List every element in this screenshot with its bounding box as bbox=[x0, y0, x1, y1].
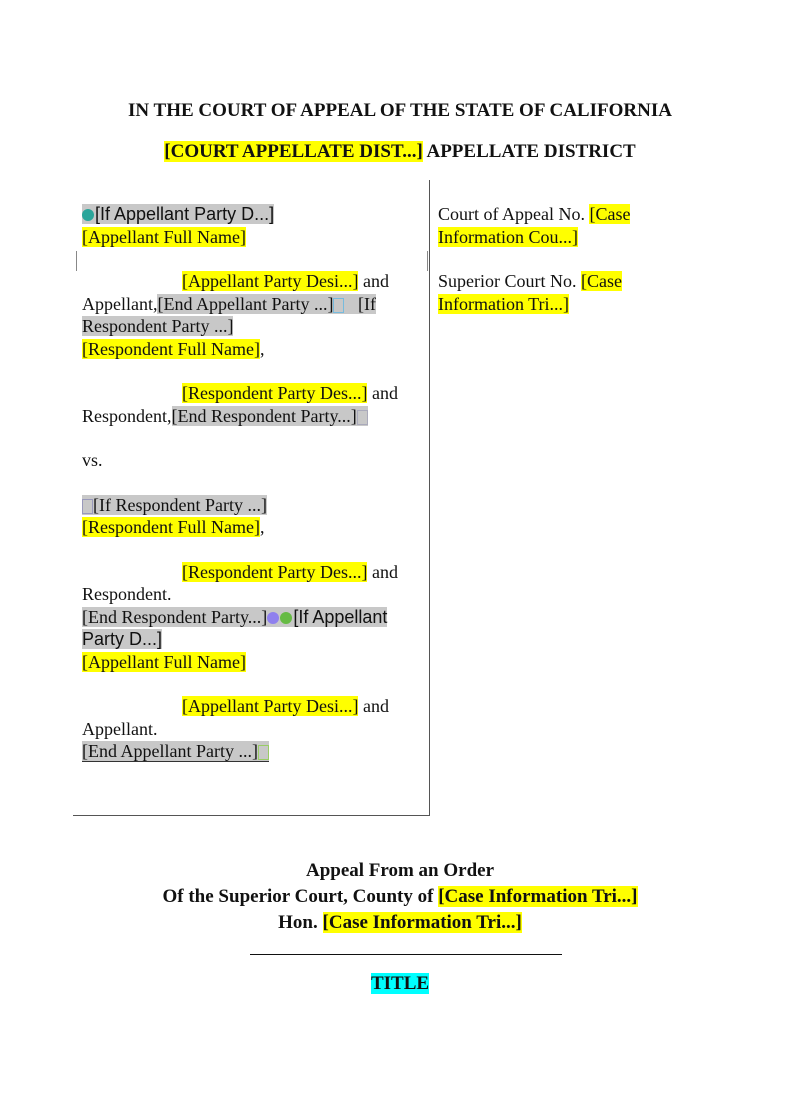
case-numbers bbox=[438, 203, 668, 315]
superior-number-label: Superior Court No. bbox=[438, 271, 577, 291]
caption-vertical-divider bbox=[429, 180, 430, 816]
respondent-name-field-2[interactable]: [Respondent Full Name] bbox=[82, 517, 260, 537]
appeal-block bbox=[0, 858, 800, 936]
appellant-designation-field-1[interactable]: [Appellant Party Desi...] bbox=[182, 271, 359, 291]
document-title bbox=[0, 973, 800, 995]
respondent-designation-field-1[interactable]: [Respondent Party Des...] bbox=[182, 383, 368, 403]
appellant-name-field-1[interactable]: [Appellant Full Name] bbox=[82, 226, 246, 247]
respondent-label-2: Respondent. bbox=[82, 584, 172, 604]
judge-field[interactable]: [Case Information Tri...] bbox=[322, 912, 522, 933]
appellant-name-field-2[interactable]: [Appellant Full Name] bbox=[82, 651, 246, 672]
district-suffix: APPELLATE DISTRICT bbox=[426, 141, 636, 162]
field-marker-icon bbox=[333, 298, 344, 313]
respondent-name-field-1[interactable]: [Respondent Full Name] bbox=[82, 338, 260, 359]
appeal-line-1: Appeal From an Order bbox=[305, 860, 495, 881]
comma-text: , bbox=[259, 517, 265, 537]
appeal-number-field[interactable]: [Case Information Cou...] bbox=[438, 204, 631, 247]
caption-parties bbox=[82, 203, 422, 763]
end-respondent-field-2[interactable]: [End Respondent Party...] [If Appellant Party D...] bbox=[82, 606, 388, 649]
field-marker-icon bbox=[82, 499, 93, 514]
district-field[interactable]: [COURT APPELLATE DIST...] bbox=[164, 141, 423, 162]
purple-dot-icon bbox=[267, 612, 279, 624]
respondent-designation-field-2[interactable]: [Respondent Party Des...] bbox=[182, 561, 368, 582]
appeal-line-3: Hon. [Case Information Tri...] bbox=[278, 912, 522, 933]
end-appellant-field-1[interactable]: [End Appellant Party ...] [If Respondent Party ...] bbox=[82, 293, 376, 336]
appellant-label-2: Appellant. bbox=[82, 718, 158, 739]
teal-dot-icon bbox=[82, 209, 94, 221]
and-text: and bbox=[362, 271, 389, 291]
end-appellant-field-2[interactable]: [End Appellant Party ...] bbox=[82, 741, 269, 762]
field-marker-icon bbox=[357, 410, 368, 425]
superior-number-field[interactable]: [Case Information Tri...] bbox=[438, 271, 622, 314]
versus-text: vs. bbox=[82, 450, 103, 470]
text-cursor-mark bbox=[427, 251, 428, 271]
appellate-district-line bbox=[0, 141, 800, 163]
and-text: and bbox=[371, 561, 398, 582]
court-title: IN THE COURT OF APPEAL OF THE STATE OF CALIFORNIA bbox=[128, 100, 672, 121]
appellant-label-1: Appellant, bbox=[82, 293, 158, 314]
appeal-number-label: Court of Appeal No. bbox=[438, 204, 585, 224]
caption-bottom-divider bbox=[73, 815, 430, 816]
green-dot-icon bbox=[280, 612, 292, 624]
text-cursor-mark bbox=[76, 251, 77, 271]
comma-text: , bbox=[259, 338, 265, 359]
respondent-label-1: Respondent, bbox=[82, 405, 172, 426]
field-marker-icon bbox=[258, 745, 269, 760]
county-field[interactable]: [Case Information Tri...] bbox=[438, 886, 638, 907]
and-text: and bbox=[362, 696, 389, 716]
title-field[interactable]: TITLE bbox=[370, 973, 430, 994]
appellant-designation-field-2[interactable]: [Appellant Party Desi...] bbox=[182, 696, 359, 716]
separator-rule bbox=[250, 954, 562, 955]
if-appellant-field-2[interactable]: [If Appellant Party D...] bbox=[82, 606, 388, 649]
end-respondent-field-1[interactable]: [End Respondent Party...] bbox=[172, 406, 368, 426]
appeal-line-2: Of the Superior Court, County of [Case Information Tri...] bbox=[162, 886, 638, 907]
if-respondent-field-2[interactable]: [If Respondent Party ...] bbox=[82, 495, 267, 515]
if-appellant-field-1[interactable]: [If Appellant Party D...] bbox=[82, 204, 274, 224]
and-text: and bbox=[371, 383, 398, 403]
